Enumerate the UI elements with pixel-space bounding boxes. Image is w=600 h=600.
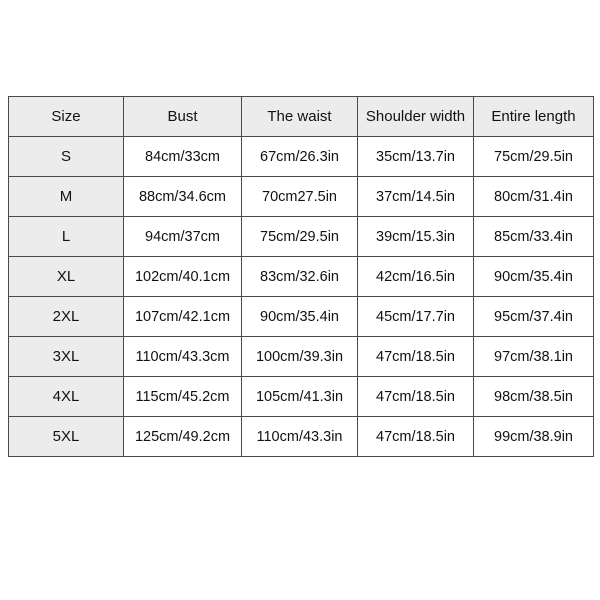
waist-cell: 90cm/35.4in bbox=[242, 297, 358, 337]
shoulder-cell: 47cm/18.5in bbox=[358, 377, 474, 417]
bust-cell: 84cm/33cm bbox=[124, 137, 242, 177]
size-cell: 2XL bbox=[9, 297, 124, 337]
shoulder-cell: 39cm/15.3in bbox=[358, 217, 474, 257]
shoulder-cell: 45cm/17.7in bbox=[358, 297, 474, 337]
size-cell: 4XL bbox=[9, 377, 124, 417]
waist-cell: 70cm27.5in bbox=[242, 177, 358, 217]
size-chart-table bbox=[8, 96, 594, 457]
length-cell: 90cm/35.4in bbox=[474, 257, 594, 297]
length-cell: 99cm/38.9in bbox=[474, 417, 594, 457]
bust-cell: 125cm/49.2cm bbox=[124, 417, 242, 457]
table-row bbox=[9, 377, 594, 417]
size-cell: XL bbox=[9, 257, 124, 297]
waist-cell: 110cm/43.3in bbox=[242, 417, 358, 457]
header-size: Size bbox=[9, 97, 124, 137]
waist-cell: 83cm/32.6in bbox=[242, 257, 358, 297]
size-cell: S bbox=[9, 137, 124, 177]
shoulder-cell: 37cm/14.5in bbox=[358, 177, 474, 217]
header-row bbox=[9, 97, 594, 137]
length-cell: 80cm/31.4in bbox=[474, 177, 594, 217]
header-entire-length: Entire length bbox=[474, 97, 594, 137]
table-row bbox=[9, 297, 594, 337]
table-row bbox=[9, 217, 594, 257]
bust-cell: 102cm/40.1cm bbox=[124, 257, 242, 297]
waist-cell: 100cm/39.3in bbox=[242, 337, 358, 377]
table-row bbox=[9, 417, 594, 457]
size-cell: M bbox=[9, 177, 124, 217]
waist-cell: 67cm/26.3in bbox=[242, 137, 358, 177]
size-cell: 5XL bbox=[9, 417, 124, 457]
length-cell: 75cm/29.5in bbox=[474, 137, 594, 177]
length-cell: 98cm/38.5in bbox=[474, 377, 594, 417]
header-waist: The waist bbox=[242, 97, 358, 137]
table-row bbox=[9, 337, 594, 377]
bust-cell: 107cm/42.1cm bbox=[124, 297, 242, 337]
table-body bbox=[9, 137, 594, 457]
table-row bbox=[9, 257, 594, 297]
header-shoulder-width: Shoulder width bbox=[358, 97, 474, 137]
size-cell: 3XL bbox=[9, 337, 124, 377]
size-cell: L bbox=[9, 217, 124, 257]
bust-cell: 94cm/37cm bbox=[124, 217, 242, 257]
bust-cell: 110cm/43.3cm bbox=[124, 337, 242, 377]
length-cell: 95cm/37.4in bbox=[474, 297, 594, 337]
length-cell: 97cm/38.1in bbox=[474, 337, 594, 377]
shoulder-cell: 47cm/18.5in bbox=[358, 417, 474, 457]
table-row bbox=[9, 177, 594, 217]
shoulder-cell: 35cm/13.7in bbox=[358, 137, 474, 177]
table-header bbox=[9, 97, 594, 137]
shoulder-cell: 47cm/18.5in bbox=[358, 337, 474, 377]
shoulder-cell: 42cm/16.5in bbox=[358, 257, 474, 297]
table-row bbox=[9, 137, 594, 177]
waist-cell: 105cm/41.3in bbox=[242, 377, 358, 417]
bust-cell: 88cm/34.6cm bbox=[124, 177, 242, 217]
length-cell: 85cm/33.4in bbox=[474, 217, 594, 257]
header-bust: Bust bbox=[124, 97, 242, 137]
waist-cell: 75cm/29.5in bbox=[242, 217, 358, 257]
bust-cell: 115cm/45.2cm bbox=[124, 377, 242, 417]
